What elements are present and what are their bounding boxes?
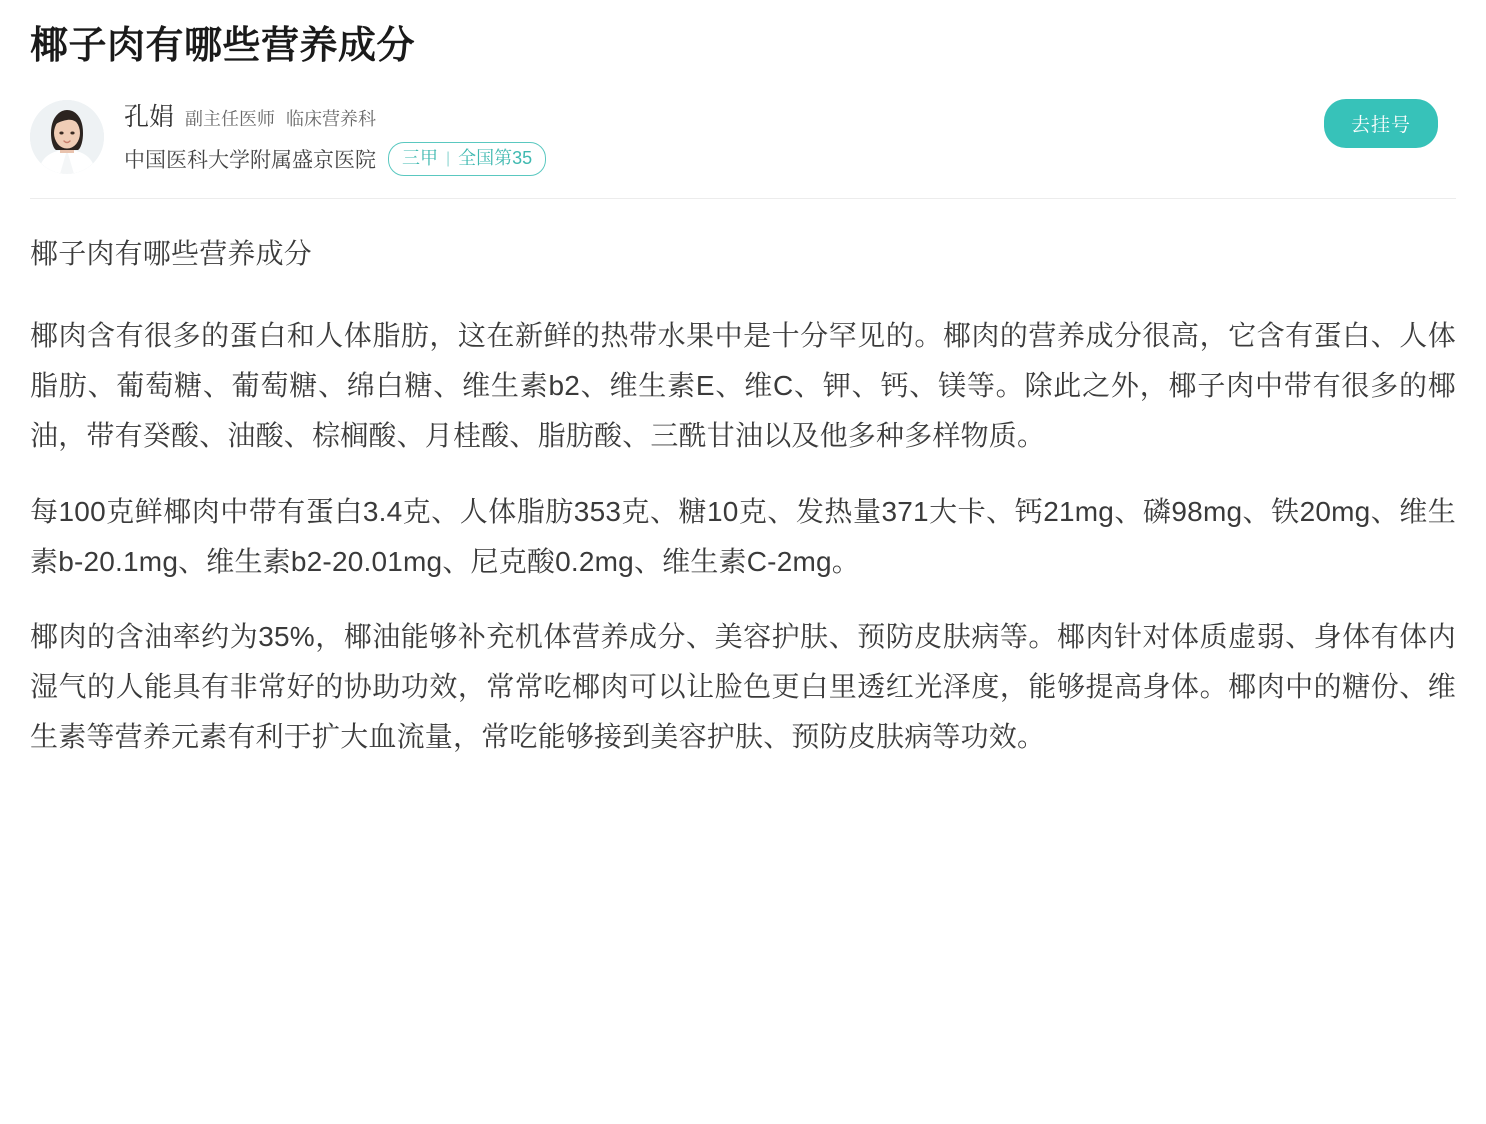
doctor-name: 孔娟 (124, 103, 175, 132)
doctor-identity-line (124, 97, 546, 133)
status-badge (388, 142, 546, 176)
article-page (0, 22, 1486, 762)
badge-separator: | (446, 149, 451, 167)
hospital-line (124, 142, 546, 176)
avatar (30, 100, 104, 174)
article-paragraph: 椰肉含有很多的蛋白和人体脂肪，这在新鲜的热带水果中是十分罕见的。椰肉的营养成分很高，它含有蛋白、人体脂肪、葡萄糖、葡萄糖、绵白糖、维生素b2、维生素E、维C、钾、钙、镁等。除此之外，椰子肉中带有很多的椰油，带有癸酸、油酸、棕榈酸、月桂酸、脂肪酸、三酰甘油以及他多种多样物质。 (30, 320, 1456, 451)
hospital-rank-label: 全国第35 (458, 148, 533, 169)
article-sub-heading: 椰子肉有哪些营养成分 (30, 238, 313, 270)
article-paragraph: 椰肉的含油率约为35%，椰油能够补充机体营养成分、美容护肤、预防皮肤病等。椰肉针对体质虚弱、身体有体内湿气的人能具有非常好的协助功效，常常吃椰肉可以让脸色更白里透红光泽度，能够提高身体。椰肉中的糖份、维生素等营养元素有利于扩大血流量，常吃能够接到美容护肤、预防皮肤病等功效。 (30, 621, 1456, 753)
article-body (30, 199, 1456, 761)
page-title: 椰子肉有哪些营养成分 (30, 25, 416, 67)
doctor-title: 副主任医师 (185, 109, 276, 130)
doctor-info (124, 97, 546, 176)
hospital-name: 中国医科大学附属盛京医院 (124, 149, 376, 173)
register-button[interactable]: 去挂号 (1324, 99, 1438, 148)
hospital-level-label: 三甲 (402, 148, 438, 169)
article-paragraph: 每100克鲜椰肉中带有蛋白3.4克、人体脂肪353克、糖10克、发热量371大卡、钙21mg、磷98mg、铁20mg、维生素b-20.1mg、维生素b2-20.01mg、尼克酸0.2mg、维生素C-2mg。 (30, 495, 1456, 577)
doctor-header (30, 71, 1456, 199)
doctor-department: 临床营养科 (286, 109, 377, 130)
